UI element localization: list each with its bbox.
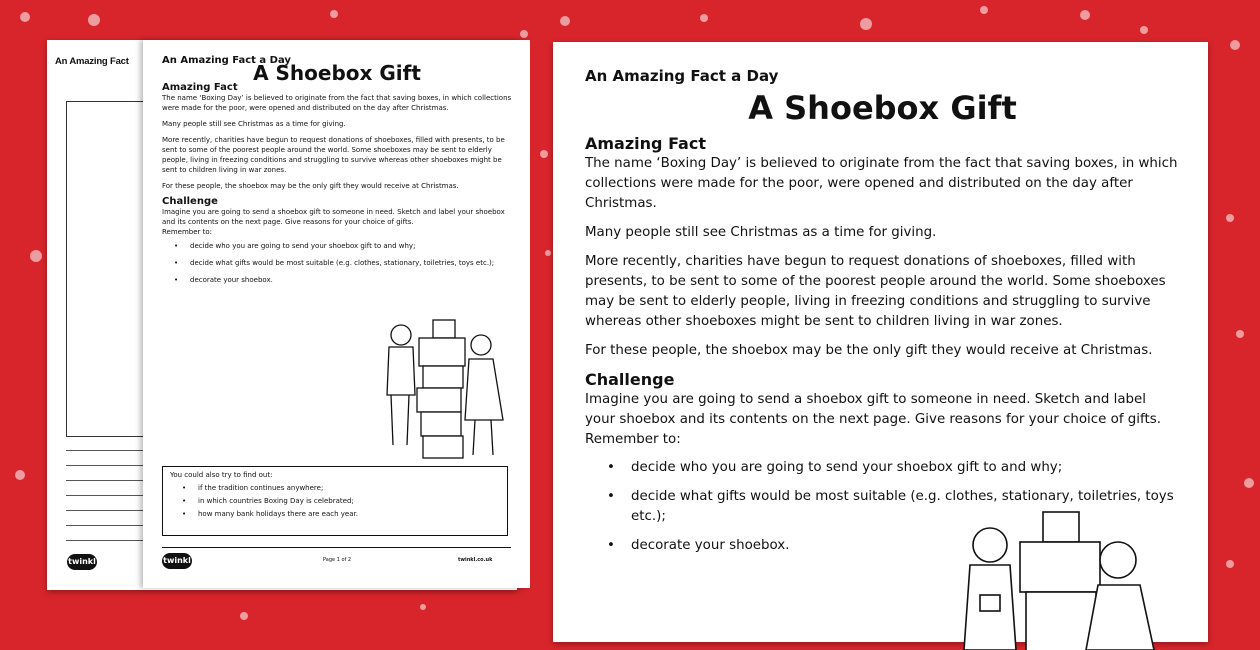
- challenge-heading: Challenge: [162, 196, 218, 207]
- snowflake: [420, 604, 426, 610]
- list-item: • decorate your shoebox.: [631, 536, 1180, 556]
- snowflake: [1230, 40, 1240, 50]
- page-subtitle: An Amazing Fact a Day: [162, 55, 291, 66]
- list-item: • in which countries Boxing Day is celebrated;: [198, 495, 507, 508]
- worksheet-page-zoomed: [553, 42, 1208, 642]
- page-title: A Shoebox Gift: [748, 89, 1017, 127]
- fact-paragraph: The name ‘Boxing Day’ is believed to originate from the fact that saving boxes, in which collections were made for the poor, were opened and distributed on the day after Christmas.: [585, 156, 1178, 211]
- fact-paragraph: More recently, charities have begun to request donations of shoeboxes, filled with presents, to be sent to some of the poorest people around the world. Some shoeboxes may be sent to elderly people, living in freezing conditions and struggling to survive whereas other shoeboxes might be sent to children living in war zones.: [162, 136, 505, 174]
- snowflake: [540, 150, 548, 158]
- snowflake: [980, 6, 988, 14]
- page-subtitle: An Amazing Fact: [55, 56, 129, 67]
- list-item: • decorate your shoebox.: [190, 275, 512, 285]
- fact-paragraph: The name ‘Boxing Day’ is believed to originate from the fact that saving boxes, in which collections were made for the poor, were opened and distributed on the day after Christmas.: [162, 94, 512, 112]
- snowflake: [30, 250, 42, 262]
- list-item: • decide what gifts would be most suitable (e.g. clothes, stationary, toiletries, toys etc.);: [631, 487, 1180, 527]
- snowflake: [88, 14, 100, 26]
- fact-paragraph: Many people still see Christmas as a time for giving.: [162, 120, 346, 128]
- challenge-text: Imagine you are going to send a shoebox gift to someone in need. Sketch and label your shoebox and its contents on the next page. Give reasons for your choice of gifts.: [162, 208, 505, 226]
- snowflake: [20, 12, 30, 22]
- challenge-heading: Challenge: [585, 370, 675, 389]
- page-subtitle: An Amazing Fact a Day: [585, 67, 779, 85]
- fact-paragraph: Many people still see Christmas as a time for giving.: [585, 225, 937, 240]
- snowflake: [700, 14, 708, 22]
- snowflake: [1140, 26, 1148, 34]
- twinkl-logo: twinkl: [67, 554, 97, 570]
- snowflake: [1226, 214, 1234, 222]
- remember-label: Remember to:: [162, 228, 213, 236]
- fact-paragraph: More recently, charities have begun to request donations of shoeboxes, filled with presents, to be sent to some of the poorest people around the world. Some shoeboxes may be sent to elderly people, living in freezing conditions and struggling to survive whereas other shoeboxes might be sent to children living in war zones.: [585, 254, 1166, 329]
- list-item: • decide what gifts would be most suitable (e.g. clothes, stationary, toiletries, toys etc.);: [190, 258, 512, 268]
- extension-heading: You could also try to find out:: [170, 471, 273, 479]
- twinkl-logo: twinkl: [162, 553, 192, 569]
- snowflake: [330, 10, 338, 18]
- snowflake: [15, 470, 25, 480]
- snowflake: [240, 612, 248, 620]
- list-item: • if the tradition continues anywhere;: [198, 482, 507, 495]
- snowflake: [545, 250, 551, 256]
- children-boxes-illustration: [958, 510, 1168, 650]
- snowflake: [1244, 478, 1254, 488]
- snowflake: [1236, 330, 1244, 338]
- snowflake: [860, 18, 872, 30]
- challenge-text: Imagine you are going to send a shoebox gift to someone in need. Sketch and label your shoebox and its contents on the next page. Give reasons for your choice of gifts.: [585, 392, 1161, 427]
- list-item: • decide who you are going to send your shoebox gift to and why;: [631, 458, 1180, 478]
- fact-heading: Amazing Fact: [162, 82, 238, 93]
- snowflake: [1080, 10, 1090, 20]
- list-item: • decide who you are going to send your shoebox gift to and why;: [190, 241, 512, 251]
- fact-paragraph: For these people, the shoebox may be the only gift they would receive at Christmas.: [585, 343, 1153, 358]
- snowflake: [520, 30, 528, 38]
- fact-paragraph: For these people, the shoebox may be the only gift they would receive at Christmas.: [162, 182, 459, 190]
- fact-heading: Amazing Fact: [585, 134, 706, 153]
- snowflake: [560, 16, 570, 26]
- snowflake: [1226, 560, 1234, 568]
- extension-box: [162, 466, 508, 536]
- bullet-list: [162, 241, 512, 285]
- page-title: A Shoebox Gift: [253, 61, 421, 85]
- site-url: twinkl.co.uk: [458, 557, 493, 563]
- footer-divider: [162, 547, 511, 548]
- list-item: • how many bank holidays there are each year.: [198, 508, 507, 521]
- children-boxes-illustration: [381, 315, 511, 460]
- worksheet-page-1: [143, 40, 530, 588]
- remember-label: Remember to:: [585, 432, 681, 447]
- page-number: Page 1 of 2: [323, 557, 352, 563]
